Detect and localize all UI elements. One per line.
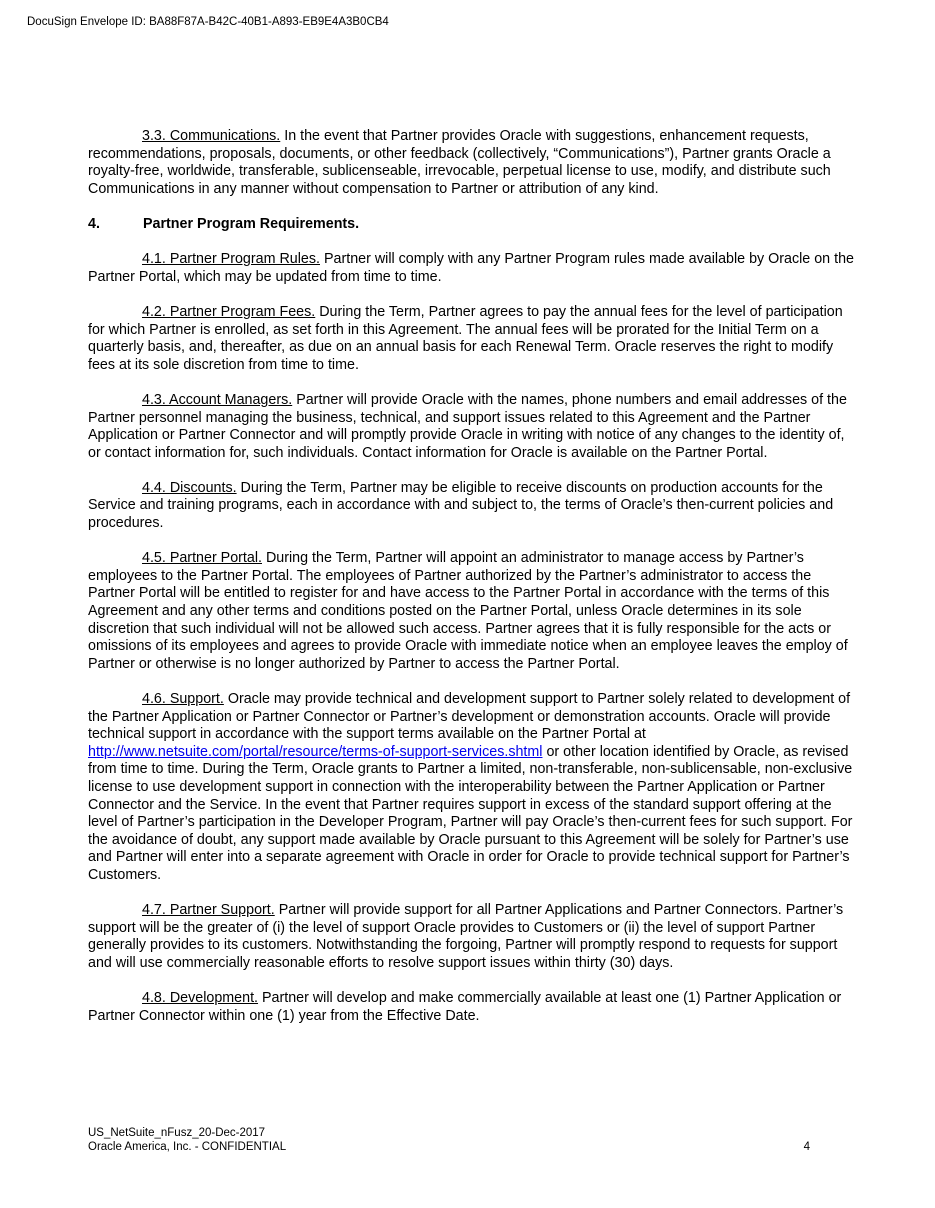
section-text: or other location identified by Oracle, as revised from time to time. During the Term, Oracle grants to Partner a limited, non-transferable, non-sublicensable, non-exclusive license to use development support in connection with the interoperability between the Partner Application or Partner Connector and the Service. In the event that Partner requires support in excess of the standard support offering at the level of Partner’s participation in the Developer Program, Partner will pay Oracle’s then-current fees for such support. For the avoidance of doubt, any support made available by Oracle pursuant to this Agreement will be solely for Partner’s use and Partner will enter into a separate agreement with Oracle in order for Oracle to provide technical support for Partner’s Customers. <box>88 743 853 883</box>
section-text: Partner will provide support for all Partner Applications and Partner Connectors. Partner’s support will be the greater of (i) the level of support Oracle provides to Customers or (ii) the level of support Partner generally provides to its customers. Notwithstanding the forgoing, Partner will promptly respond to requests for support and will use commercially reasonable efforts to resolve support issues within thirty (30) days. <box>88 902 844 971</box>
section-text: In the event that Partner provides Oracle with suggestions, enhancement requests, recommendations, proposals, documents, or other feedback (collectively, “Communications”), Partner grants Oracle a royalty-free, worldwide, transferable, sublicenseable, irrevocable, perpetual license to use, modify, and distribute such Communications in any manner without compensation to Partner or attribution of any kind. <box>88 128 831 197</box>
section-4-7 <box>88 902 854 972</box>
section-number: 4. <box>88 215 100 232</box>
section-text: During the Term, Partner agrees to pay the annual fees for the level of participation for which Partner is enrolled, as set forth in this Agreement. The annual fees will be prorated for the Initial Term on a quarterly basis, and, thereafter, as due on an annual basis for each Renewal Term. Oracle reserves the right to modify fees at its sole discretion from time to time. <box>88 303 843 373</box>
section-4-8 <box>88 990 854 1025</box>
section-title: 4.2. Partner Program Fees. <box>142 303 316 320</box>
section-title: 4.7. Partner Support. <box>142 902 275 919</box>
section-text: Partner will provide Oracle with the names, phone numbers and email addresses of the Partner personnel managing the business, technical, and support issues related to this Agreement and the Partner Application or Partner Connector and will promptly provide Oracle in writing with notice of any changes to the identity of, or contact information for, such individuals. Contact information for Oracle is available on the Partner Portal. <box>88 391 847 461</box>
section-4-2 <box>88 304 854 374</box>
support-terms-link[interactable]: http://www.netsuite.com/portal/resource/terms-of-support-services.shtml <box>88 743 543 760</box>
docusign-envelope-id: DocuSign Envelope ID: BA88F87A-B42C-40B1-A893-EB9E4A3B0CB4 <box>27 16 389 28</box>
section-4-4 <box>88 480 854 533</box>
section-title: 3.3. Communications. <box>142 128 281 144</box>
section-text: Oracle may provide technical and development support to Partner solely related to development of the Partner Application or Partner Connector or Partner’s development or demonstration accounts. Oracle will provide technical support in accordance with the support terms available on the Partner Portal at <box>88 691 851 743</box>
section-4-3 <box>88 392 854 462</box>
section-title: 4.3. Account Managers. <box>142 391 293 408</box>
section-4-6 <box>88 691 854 885</box>
page-footer <box>88 1126 810 1154</box>
section-4-heading <box>88 216 854 234</box>
section-text: Partner will develop and make commercially available at least one (1) Partner Application or Partner Connector within one (1) year from the Effective Date. <box>88 990 842 1024</box>
section-heading-title: Partner Program Requirements. <box>143 215 360 232</box>
section-text: During the Term, Partner will appoint an administrator to manage access by Partner’s employees to the Partner Portal. The employees of Partner authorized by the Partner’s administrator to access the Partner Portal will be entitled to register for and have access to the Partner Portal in accordance with the terms of this Agreement and any other terms and conditions posted on the Partner Portal, unless Oracle determines in its sole discretion that such individual will not be allowed such access. Partner agrees that it is fully responsible for the acts or omissions of its employees and agrees to provide Oracle with immediate notice when an employee leaves the employ of Partner or otherwise is no longer authorized by Partner to access the Partner Portal. <box>88 550 848 672</box>
section-text: Partner will comply with any Partner Program rules made available by Oracle on the Partner Portal, which may be updated from time to time. <box>88 251 854 285</box>
section-3-3 <box>88 128 854 198</box>
section-text: During the Term, Partner may be eligible to receive discounts on production accounts for the Service and training programs, each in accordance with and subject to, the terms of Oracle’s then-current policies and procedures. <box>88 479 834 532</box>
section-title: 4.8. Development. <box>142 990 259 1007</box>
footer-company: Oracle America, Inc. - CONFIDENTIAL <box>88 1141 287 1153</box>
section-title: 4.1. Partner Program Rules. <box>142 251 320 268</box>
section-title: 4.6. Support. <box>142 691 224 707</box>
page-number: 4 <box>803 1141 810 1153</box>
section-4-1 <box>88 251 854 286</box>
document-body <box>88 128 854 1043</box>
section-4-5 <box>88 550 854 673</box>
section-title: 4.4. Discounts. <box>142 479 237 496</box>
section-title: 4.5. Partner Portal. <box>142 550 262 567</box>
footer-doc-id: US_NetSuite_nFusz_20-Dec-2017 <box>88 1127 266 1139</box>
